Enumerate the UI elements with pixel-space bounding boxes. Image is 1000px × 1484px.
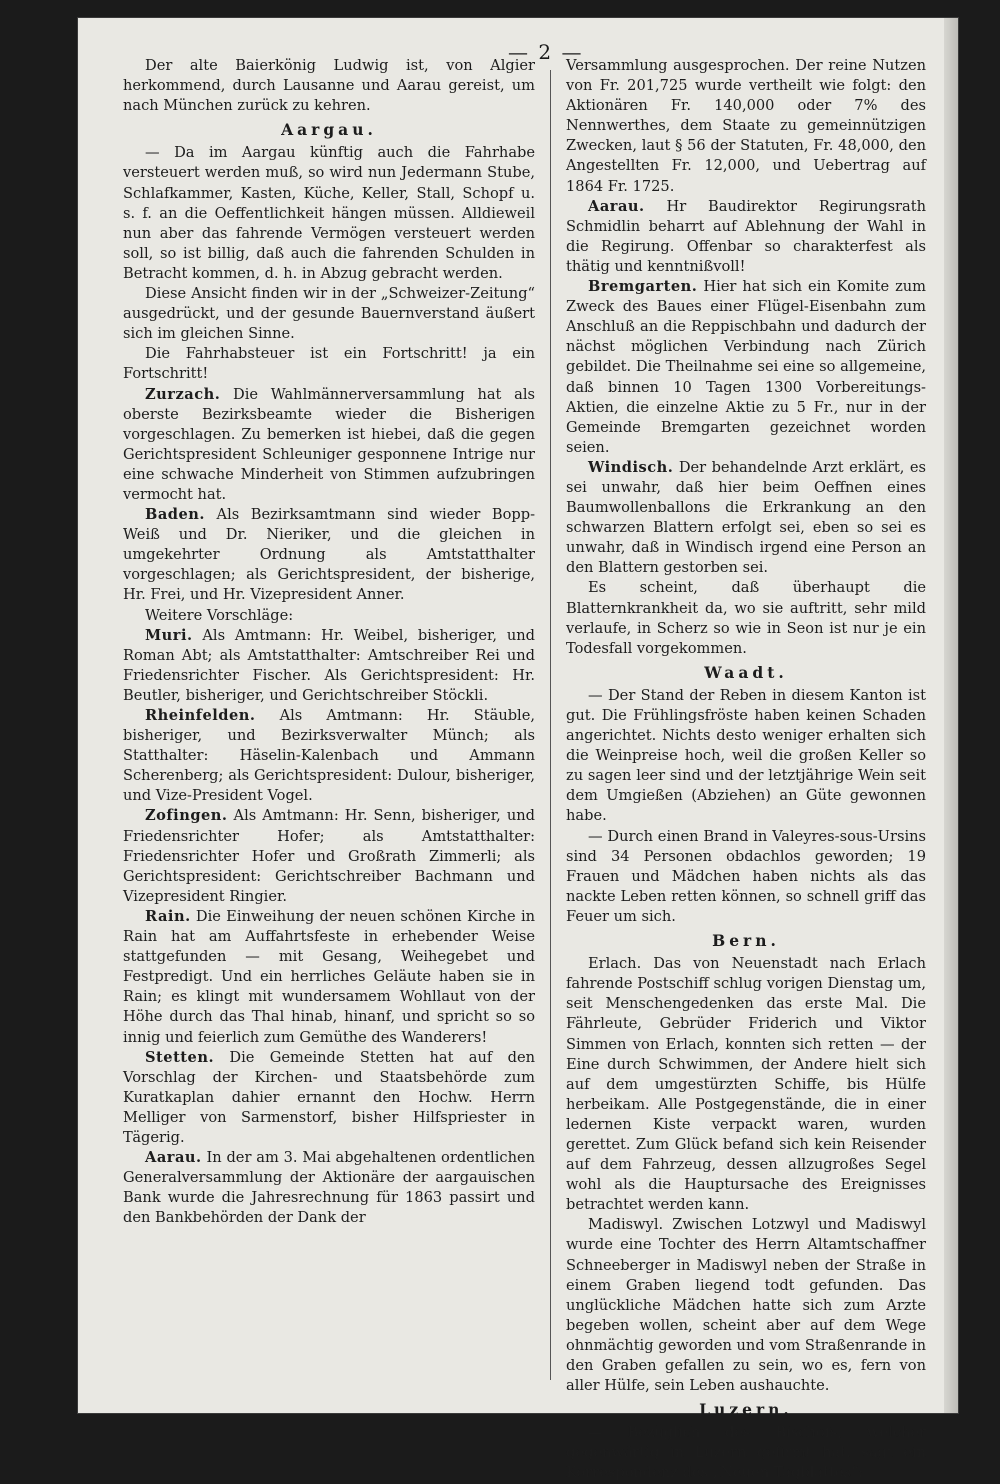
place-name: Zurzach. <box>145 385 221 403</box>
article-aarau-2: Aarau. Hr Baudirektor Regirungsrath Schmidlin beharrt auf Ablehnung der Wahl in die Regirung. Offenbar so charakterfest als thätig und kenntnißvoll! <box>566 197 926 275</box>
page-number: — 2 — <box>508 40 584 64</box>
article-muri: Muri. Als Amtmann: Hr. Weibel, bisheriger, und Roman Abt; als Amtstatthalter: Amtschreiber Rei und Friedensrichter Fischer. Als Gerichtspresident: Hr. Beutler, bisheriger, und Gerichtschreiber Stöckli. <box>123 626 535 704</box>
section-heading-bern: Bern. <box>712 931 780 951</box>
place-name: Rheinfelden. <box>145 707 256 724</box>
place-name: Baden. <box>145 506 205 524</box>
article-aarau: Aarau. In der am 3. Mai abgehaltenen ordentlichen Generalversammlung der Aktionäre der aargauischen Bank wurde die Jahresrechnung für 1863 passirt und den Bankbehörden der Dank der <box>123 1149 536 1227</box>
article-rain: Rain. Die Einweihung der neuen schönen Kirche in Rain hat am Auffahrtsfeste in erhebender Weise stattgefunden — mit Gesang, Weihegebet und Festpredigt. Und ein herrliches Geläute haben sie in Rain; es klingt mit wundersamem Wohllaut von der Höhe durch das Thal hinab, hinanf, und spricht so so innig und feierlich zum Gemüthe des Wanderers! <box>123 907 536 1046</box>
section-heading-luzern: Luzern. <box>699 1400 793 1420</box>
article-stetten: Stetten. Die Gemeinde Stetten hat auf den Vorschlag der Kirchen- und Staatsbehörde zum Kuratkaplan dahier ernannt den Hochw. Herrn Melliger von Sarmenstorf, bisher Hilfspriester in Tägerig. <box>123 1048 535 1146</box>
left-column <box>123 56 535 1228</box>
page-edge <box>944 18 958 1413</box>
place-name: Stetten. <box>145 1048 215 1066</box>
article-paragraph: — Durch einen Brand in Valeyres-sous-Ursins sind 34 Personen obdachlos geworden; 19 Frauen und Mädchen haben nichts als das nackte Leben retten können, so schnell griff das Feuer um sich. <box>566 827 926 925</box>
subheading-weitere: Weitere Vorschläge: <box>145 606 294 624</box>
continued-paragraph: Versammlung ausgesprochen. Der reine Nutzen von Fr. 201,725 wurde vertheilt wie folgt: den Aktionären Fr. 140,000 oder 7% des Nennwerthes, dem Staate zu gemeinnützigen Zwecken, laut § 56 der Statuten, Fr. 48,000, den Angestellten Fr. 12,000, und Uebertrag auf 1864 Fr. 1725. <box>566 57 926 195</box>
place-name: Bremgarten. <box>588 278 698 296</box>
section-heading-aargau: Aargau. <box>281 120 377 140</box>
article-paragraph: Erlach. Das von Neuenstadt nach Erlach fahrende Postschiff schlug vorigen Dienstag um, seit Menschengedenken das erste Mal. Die Fährleute, Gebrüder Friderich und Viktor Simmen von Erlach, konnten sich retten — der Eine durch Schwimmen, der Andere hielt sich auf dem umgestürzten Schiffe, bis Hülfe herbeikam. Alle Postgegenstände, die in einer ledernen Kiste verpackt waren, wurden gerettet. Zum Glück befand sich kein Reisender auf dem Fahrzeug, dessen allzugroßes Segel wohl als die Hauptursache des Ereignisses betrachtet werden kann. <box>566 955 926 1214</box>
place-name: Aarau. <box>145 1149 202 1167</box>
article-paragraph: Es scheint, daß überhaupt die Blatternkrankheit da, wo sie auftritt, sehr mild verlaufe, in Scherz so wie in Seon ist nur je ein Todesfall vorgekommen. <box>566 579 926 657</box>
article-bremgarten: Bremgarten. Hier hat sich ein Komite zum Zweck des Baues einer Flügel-Eisenbahn zum Anschluß an die Reppischbahn und dadurch der nächst möglichen Verbindung nach Zürich gebildet. Die Theilnahme sei eine so allgemeine, daß binnen 10 Tagen 1300 Vorbereitungs-Aktien, die einzelne Aktie zu 5 Fr., nur in der Gemeinde Bremgarten gezeichnet worden seien. <box>566 278 927 456</box>
intro-paragraph: Der alte Baierkönig Ludwig ist, von Algier herkommend, durch Lausanne und Aarau gereist, um nach München zurück zu kehren. <box>123 57 535 115</box>
article-paragraph: — Bezüglich des Bischofs, welcher gegenwärtig in Luzern gefirmt hat, sagt ein Korrespondenz des „Neuen Tagblattes“: <box>566 1424 926 1482</box>
column-rule <box>550 70 551 1380</box>
section-heading-waadt: Waadt. <box>704 662 788 682</box>
article-baden: Baden. Als Bezirksamtmann sind wieder Bopp-Weiß und Dr. Nieriker, und die gleichen in umgekehrter Ordnung als Amtstatthalter vorgeschlagen; als Gerichtspresident, der bisherige, Hr. Frei, und Hr. Vizepresident Anner. <box>123 506 536 604</box>
article-rheinfelden: Rheinfelden. Als Amtmann: Hr. Stäuble, bisheriger, und Bezirksverwalter Münch; als Statthalter: Häselin-Kalenbach und Ammann Scherenberg; als Gerichtspresident: Dulour, bisheriger, und Vize-President Vogel. <box>123 707 536 805</box>
article-paragraph: Die Fahrhabsteuer ist ein Fortschritt! ja ein Fortschritt! <box>123 345 535 383</box>
place-name: Zofingen. <box>145 807 228 825</box>
article-windisch: Windisch. Der behandelnde Arzt erklärt, es sei unwahr, daß hier beim Oeffnen eines Baumwollenballons die Erkrankung an den schwarzen Blattern erfolgt sei, eben so sei es unwahr, daß in Windisch irgend eine Person an den Blattern gestorben sei. <box>566 458 926 577</box>
article-paragraph: — Der Stand der Reben in diesem Kanton ist gut. Die Frühlingsfröste haben keinen Schaden angerichtet. Nichts desto weniger erhalten sich die Weinpreise hoch, weil die großen Keller so zu sagen leer sind und der letztjährige Wein seit dem Umgießen (Abziehen) an Güte gewonnen habe. <box>566 686 926 825</box>
article-paragraph: Madiswyl. Zwischen Lotzwyl und Madiswyl wurde eine Tochter des Herrn Altamtschaffner Schneeberger in Madiswyl neben der Straße in einem Graben liegend todt gefunden. Das unglückliche Mädchen hatte sich zum Arzte begeben wollen, scheint aber auf dem Wege ohnmächtig geworden und vom Straßenrande in den Graben gefallen zu sein, wo es, fern von aller Hülfe, sein Leben aushauchte. <box>566 1216 926 1395</box>
place-name: Windisch. <box>588 458 674 476</box>
article-zurzach: Zurzach. Die Wahlmännerversammlung hat als oberste Bezirksbeamte wieder die Bisherigen vorgeschlagen. Zu bemerken ist hiebei, daß die gegen Gerichtspresident Schleuniger gesponnene Intrige nur eine schwache Minderheit von Stimmen aufzubringen vermocht hat. <box>123 385 535 503</box>
article-zofingen: Zofingen. Als Amtmann: Hr. Senn, bisheriger, und Friedensrichter Hofer; als Amtstatthalter: Friedensrichter Hofer und Großrath Zimmerli; als Gerichtspresident: Gerichtschreiber Bachmann und Vizepresident Ringier. <box>123 807 535 905</box>
place-name: Rain. <box>145 907 191 925</box>
article-paragraph: — Da im Aargau künftig auch die Fahrhabe versteuert werden muß, so wird nun Jedermann Stube, Schlafkammer, Kasten, Küche, Keller, Stall, Schopf u. s. f. an die Oeffentlichkeit hängen müssen. Alldieweil nun aber das fahrende Vermögen versteuert werden soll, so ist billig, daß auch die fahrenden Schulden in Betracht kommen, d. h. in Abzug gebracht werden. <box>123 144 535 282</box>
right-column <box>566 56 926 1484</box>
place-name: Muri. <box>145 626 193 644</box>
place-name: Aarau. <box>588 197 645 215</box>
article-paragraph: Diese Ansicht finden wir in der „Schweizer-Zeitung“ ausgedrückt, und der gesunde Bauernverstand äußert sich im gleichen Sinne. <box>123 285 535 343</box>
